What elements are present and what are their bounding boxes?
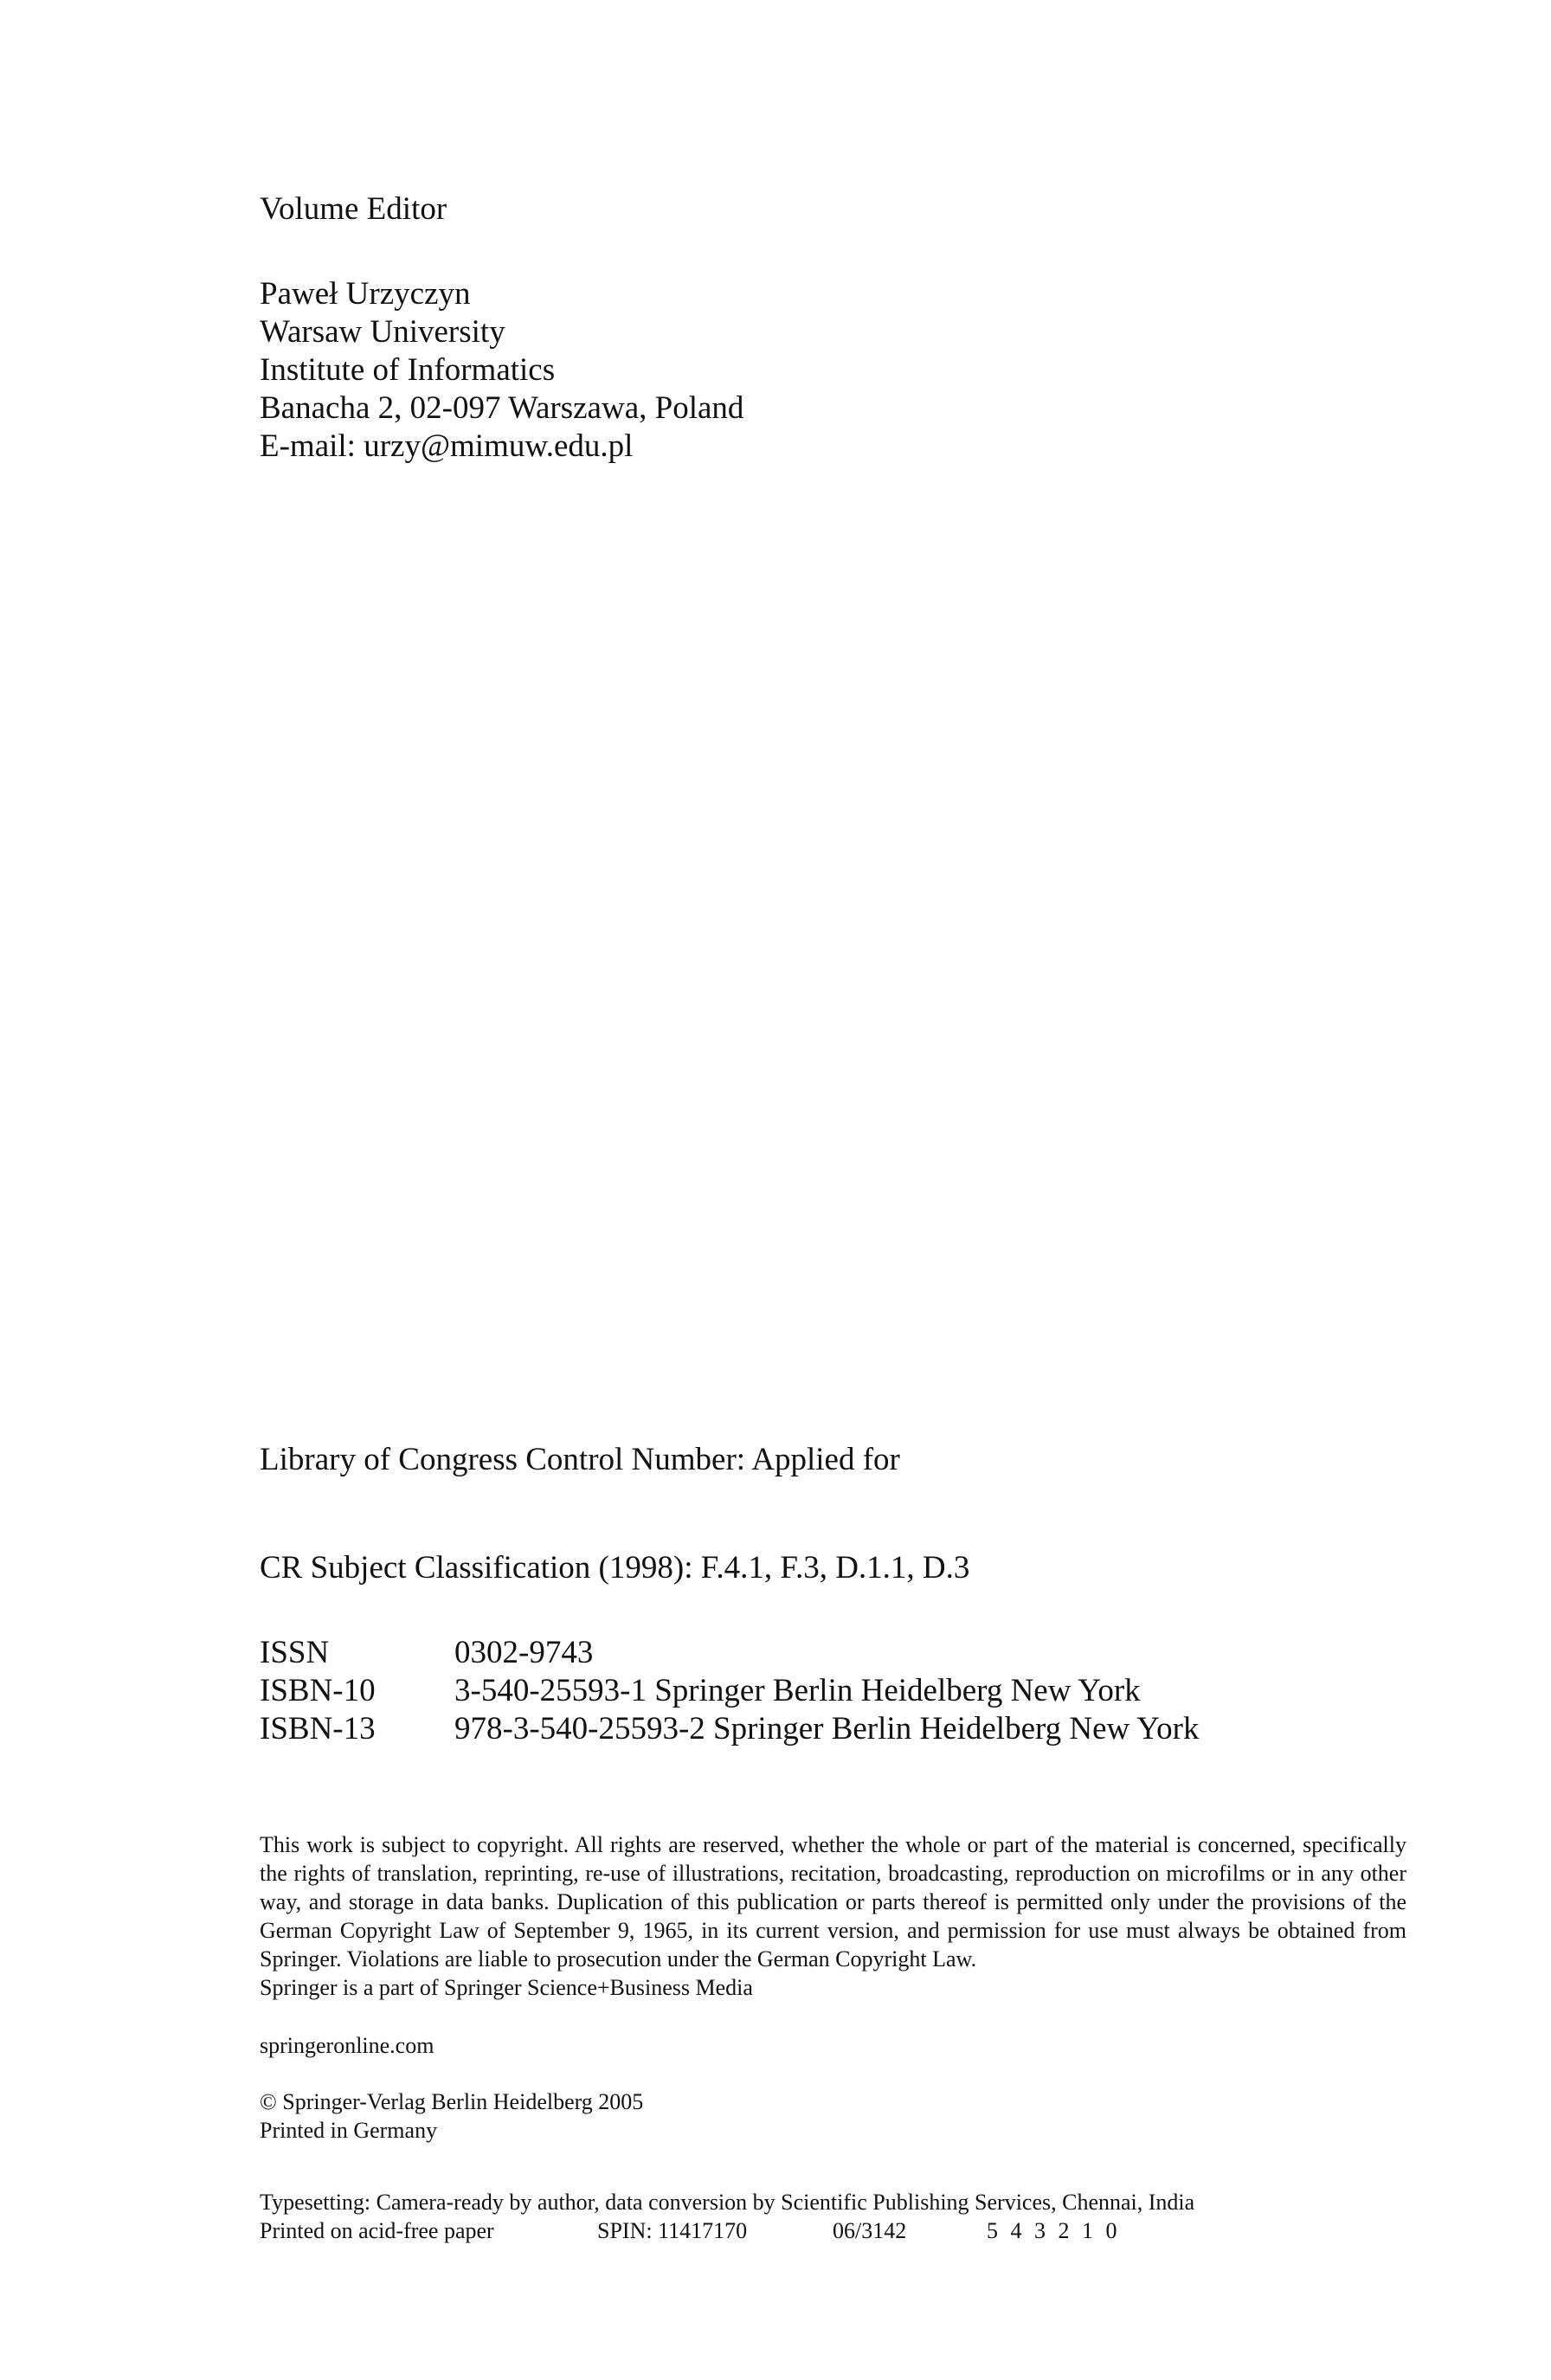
editor-address: Banacha 2, 02-097 Warszawa, Poland [260, 390, 744, 426]
printing-sequence: 5 4 3 2 1 0 [987, 2218, 1121, 2243]
printed-in-line: Printed in Germany [260, 2118, 438, 2143]
issn-value: 0302-9743 [454, 1635, 594, 1670]
editor-name: Paweł Urzyczyn [260, 276, 471, 312]
editor-institute: Institute of Informatics [260, 352, 556, 388]
volume-editor-info [260, 275, 743, 466]
identifier-table [260, 1634, 1199, 1748]
editor-email: E-mail: urzy@mimuw.edu.pl [260, 428, 634, 464]
typesetting-line: Typesetting: Camera-ready by author, data conversion by Scientific Publishing Services, Chennai, India [260, 2190, 1195, 2215]
issn-label: ISSN [260, 1635, 330, 1670]
issn-row [260, 1634, 1199, 1672]
print-code: 06/3142 [833, 2218, 907, 2243]
copyright-notice: This work is subject to copyright. All rights are reserved, whether the whole or part of the material is concerned, specifically the rights of translation, reprinting, re-use of illustrations, recitation, broadcasting, reproduction on microfilms or in any other way, and storage in data banks. Duplication of this publication or parts thereof is permitted only under the provisions of the German Copyright Law of September 9, 1965, in its current version, and permission for use must always be obtained from Springer. Violations are liable to prosecution under the German Copyright Law. [260, 1832, 1406, 1972]
cr-classification: CR Subject Classification (1998): F.4.1, F.3, D.1.1, D.3 [260, 1550, 970, 1586]
springer-part-line: Springer is a part of Springer Science+Business Media [260, 1975, 753, 2000]
isbn10-value: 3-540-25593-1 Springer Berlin Heidelberg New York [454, 1673, 1141, 1708]
editor-university: Warsaw University [260, 314, 505, 350]
spin-number: SPIN: 11417170 [597, 2218, 748, 2243]
isbn10-row [260, 1672, 1199, 1710]
paper-note: Printed on acid-free paper [260, 2218, 494, 2243]
volume-editor-heading: Volume Editor [260, 191, 447, 227]
copyright-line: © Springer-Verlag Berlin Heidelberg 2005 [260, 2089, 644, 2114]
isbn13-value: 978-3-540-25593-2 Springer Berlin Heidelberg New York [454, 1711, 1200, 1746]
isbn13-label: ISBN-13 [260, 1711, 376, 1746]
isbn10-label: ISBN-10 [260, 1673, 376, 1708]
website-line: springeronline.com [260, 2033, 434, 2058]
isbn13-row [260, 1710, 1199, 1748]
lccn-line: Library of Congress Control Number: Applied for [260, 1442, 900, 1477]
